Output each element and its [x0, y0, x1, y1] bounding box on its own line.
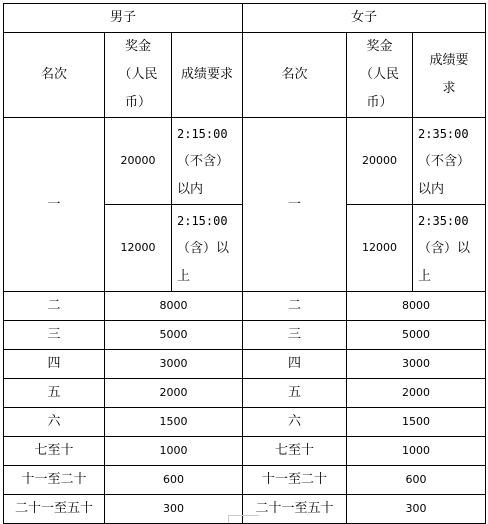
women-prize-cell: 2000 [347, 379, 486, 408]
women-prize-cell: 3000 [347, 350, 486, 379]
men-prize-cell: 3000 [105, 350, 243, 379]
table-row [4, 437, 486, 466]
men-rank-cell: 七至十 [4, 437, 105, 466]
men-first-b-time: 2:15:00 [177, 214, 228, 228]
women-requirement-header-line-1: 成绩要 [429, 53, 469, 68]
men-rank-cell: 二十一至五十 [4, 495, 105, 524]
women-prize-cell: 300 [347, 495, 486, 524]
table-row [4, 466, 486, 495]
men-prize-cell: 2000 [105, 379, 243, 408]
table-row [4, 292, 486, 321]
women-prize-header-line-3: 币） [366, 95, 393, 110]
table-row [4, 321, 486, 350]
men-first-a-time: 2:15:00 [177, 127, 228, 141]
men-prize-cell: 5000 [105, 321, 243, 350]
men-prize-header [105, 33, 172, 118]
column-header-row [4, 33, 486, 118]
women-prize-header-line-1: 奖金 [366, 39, 393, 54]
women-first-a-req-line-1: （不含） [418, 154, 471, 169]
women-rank-header: 名次 [243, 33, 347, 118]
women-first-rank: 一 [243, 118, 347, 292]
women-rank-cell: 六 [243, 408, 347, 437]
men-header: 男子 [4, 4, 243, 33]
men-first-a-prize: 20000 [105, 118, 172, 205]
table-row [4, 408, 486, 437]
men-rank-cell: 十一至二十 [4, 466, 105, 495]
men-prize-header-line-1: 奖金 [124, 39, 151, 54]
women-prize-header [347, 33, 413, 118]
women-prize-cell: 600 [347, 466, 486, 495]
men-first-a-req-line-1: （不含） [177, 154, 230, 169]
men-prize-header-line-3: 币） [124, 95, 151, 110]
men-first-b-requirement [172, 205, 243, 292]
women-first-b-req-line-1: （含）以 [418, 241, 471, 256]
prize-table [3, 3, 486, 524]
women-first-a-req-line-2: 以内 [418, 182, 445, 197]
first-place-row-a [4, 118, 486, 205]
women-requirement-header [413, 33, 486, 118]
men-rank-cell: 四 [4, 350, 105, 379]
men-first-b-req-line-2: 上 [177, 269, 191, 284]
women-header: 女子 [243, 4, 486, 33]
men-prize-cell: 8000 [105, 292, 243, 321]
men-prize-header-line-2: （人民 [118, 67, 158, 82]
table-row [4, 379, 486, 408]
men-rank-header: 名次 [4, 33, 105, 118]
women-prize-cell: 8000 [347, 292, 486, 321]
women-first-b-prize: 12000 [347, 205, 413, 292]
women-rank-cell: 七至十 [243, 437, 347, 466]
men-prize-cell: 1500 [105, 408, 243, 437]
men-prize-cell: 1000 [105, 437, 243, 466]
table-row [4, 350, 486, 379]
men-first-a-req-line-2: 以内 [177, 182, 204, 197]
gender-header-row [4, 4, 486, 33]
men-first-a-requirement [172, 118, 243, 205]
men-first-b-req-line-1: （含）以 [177, 241, 230, 256]
women-first-b-requirement [413, 205, 486, 292]
men-requirement-header: 成绩要求 [172, 33, 243, 118]
women-prize-cell: 1000 [347, 437, 486, 466]
men-rank-cell: 三 [4, 321, 105, 350]
men-prize-cell: 600 [105, 466, 243, 495]
men-rank-cell: 二 [4, 292, 105, 321]
women-first-b-time: 2:35:00 [418, 214, 469, 228]
women-first-b-req-line-2: 上 [418, 269, 432, 284]
women-prize-header-line-2: （人民 [360, 67, 400, 82]
women-first-a-prize: 20000 [347, 118, 413, 205]
men-rank-cell: 五 [4, 379, 105, 408]
men-prize-cell: 300 [105, 495, 243, 524]
men-rank-cell: 六 [4, 408, 105, 437]
women-requirement-header-line-2: 求 [442, 81, 456, 96]
women-rank-cell: 五 [243, 379, 347, 408]
women-prize-cell: 5000 [347, 321, 486, 350]
women-rank-cell: 十一至二十 [243, 466, 347, 495]
women-first-a-requirement [413, 118, 486, 205]
women-prize-cell: 1500 [347, 408, 486, 437]
women-rank-cell: 二 [243, 292, 347, 321]
women-first-a-time: 2:35:00 [418, 127, 469, 141]
women-rank-cell: 三 [243, 321, 347, 350]
men-first-rank: 一 [4, 118, 105, 292]
women-rank-cell: 二十一至五十 [243, 495, 347, 524]
men-first-b-prize: 12000 [105, 205, 172, 292]
women-rank-cell: 四 [243, 350, 347, 379]
